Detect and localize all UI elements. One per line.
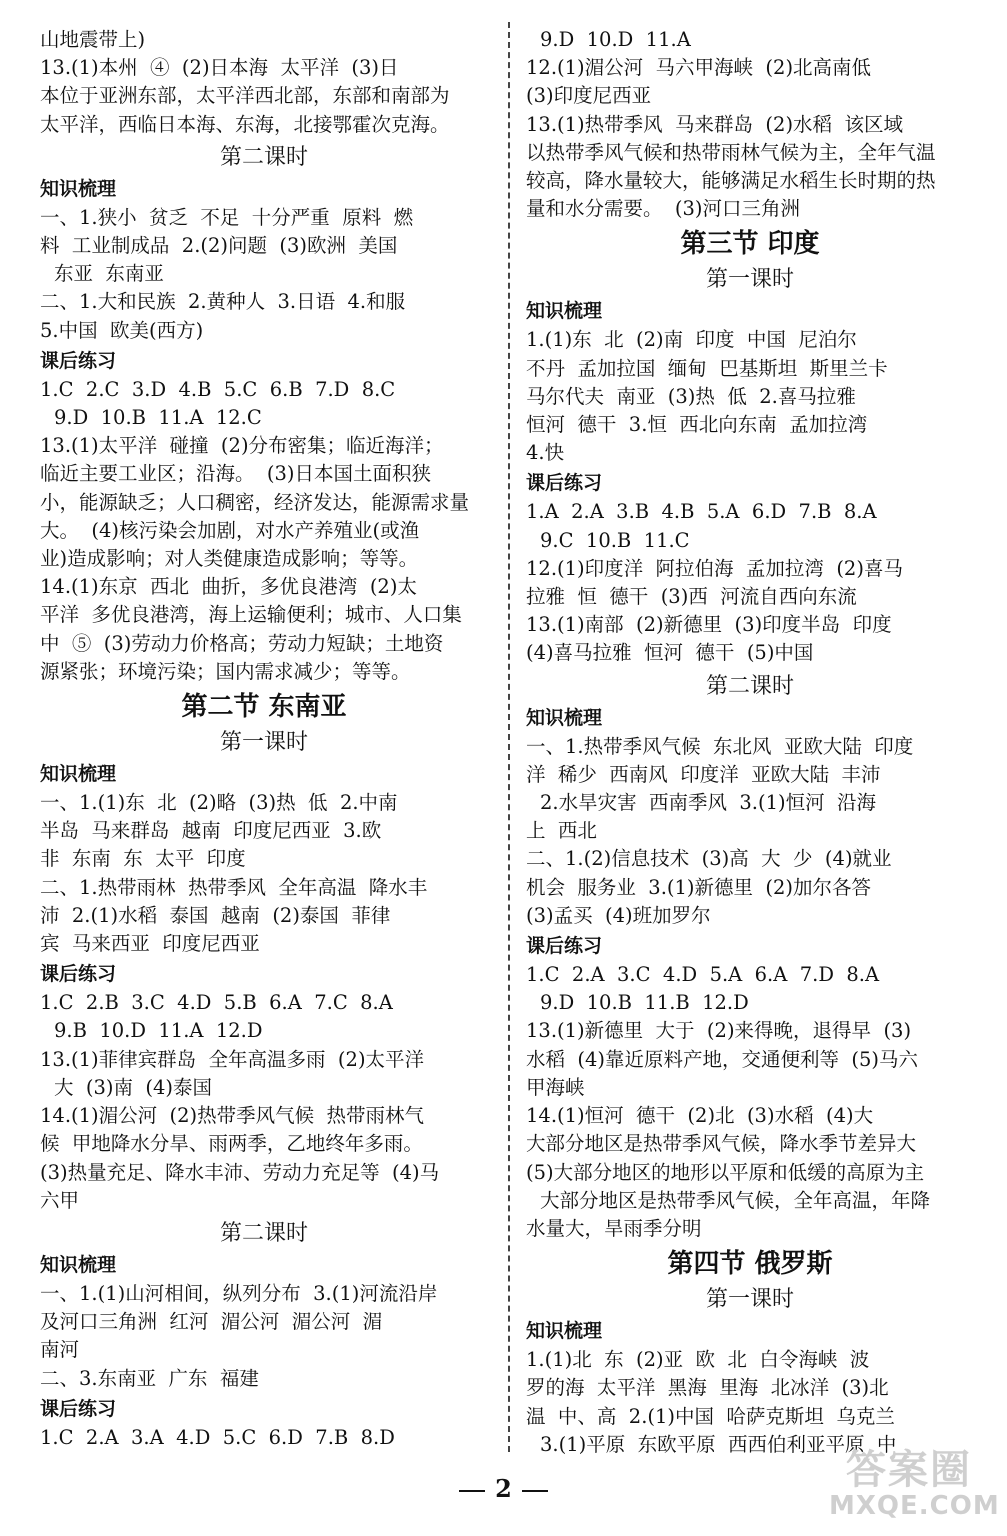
text-line: 1.A 2.A 3.B 4.B 5.A 6.D 7.B 8.A	[526, 500, 877, 524]
text-line: 机会 服务业 3.(1)新德里 (2)加尔各答	[526, 875, 872, 899]
footer-dash-left	[459, 1490, 485, 1492]
text-line: 大 (3)南 (4)泰国	[54, 1075, 213, 1099]
subsection-heading: 知识梳理	[40, 1253, 117, 1276]
text-line: 二、1.热带雨林 热带季风 全年高温 降水丰	[40, 875, 428, 899]
text-line: 9.D 10.B 11.B 12.D	[540, 991, 749, 1015]
text-line: (4)喜马拉雅 恒河 德干 (5)中国	[526, 641, 814, 665]
text-line: 12.(1)湄公河 马六甲海峡 (2)北高南低	[526, 56, 872, 80]
watermark-logo	[829, 1447, 1000, 1528]
text-line: 太平洋，西临日本海、东海，北接鄂霍次克海。	[40, 112, 450, 136]
text-line: 12.(1)印度洋 阿拉伯海 孟加拉湾 (2)喜马	[526, 556, 903, 580]
text-line: 13.(1)太平洋 碰撞 (2)分布密集；临近海洋；	[40, 434, 444, 458]
text-line: 大部分地区是热带季风气候，全年高温，年降	[540, 1188, 931, 1212]
text-line: 南河	[40, 1338, 80, 1362]
text-line: 甲海峡	[526, 1075, 585, 1099]
text-line: 14.(1)恒河 德干 (2)北 (3)水稻 (4)大	[526, 1104, 874, 1128]
text-line: 13.(1)菲律宾群岛 全年高温多雨 (2)太平洋	[40, 1047, 425, 1071]
lesson-title: 第二课时	[705, 673, 794, 699]
subsection-heading: 知识梳理	[526, 706, 603, 729]
text-line: 中 ⑤ (3)劳动力价格高；劳动力短缺；土地资	[40, 631, 444, 655]
text-line: 大部分地区是热带季风气候，降水季节差异大	[526, 1132, 917, 1156]
text-line: 二、1.(2)信息技术 (3)高 大 少 (4)就业	[526, 847, 892, 871]
text-line: 及河口三角洲 红河 湄公河 湄公河 湄	[40, 1310, 383, 1334]
text-line: 1.(1)北 东 (2)亚 欧 北 白令海峡 波	[526, 1348, 870, 1372]
section-title: 第三节 印度	[680, 229, 820, 260]
text-line: 上 西北	[526, 819, 597, 843]
section-title: 第二节 东南亚	[181, 692, 347, 723]
text-line: 一、1.(1)东 北 (2)略 (3)热 低 2.中南	[40, 791, 398, 815]
subsection-heading: 课后练习	[40, 1397, 117, 1420]
text-line: 9.D 10.B 11.A 12.C	[54, 406, 262, 430]
subsection-heading: 课后练习	[40, 963, 117, 986]
text-line: 马尔代夫 南亚 (3)热 低 2.喜马拉雅	[526, 384, 856, 408]
text-line: 9.C 10.B 11.C	[540, 528, 690, 552]
text-line: 14.(1)湄公河 (2)热带季风气候 热带雨林气	[40, 1104, 425, 1128]
subsection-heading: 知识梳理	[526, 300, 603, 323]
text-line: 1.C 2.A 3.C 4.D 5.A 6.A 7.D 8.A	[526, 963, 880, 987]
text-line: 5.中国 欧美(西方)	[40, 318, 204, 342]
text-line: 候 甲地降水分旱、雨两季，乙地终年多雨。	[40, 1132, 423, 1156]
text-line: 业)造成影响；对人类健康造成影响；等等。	[40, 547, 419, 571]
text-line: 1.C 2.A 3.A 4.D 5.C 6.D 7.B 8.D	[40, 1425, 395, 1449]
text-line: 1.C 2.B 3.C 4.D 5.B 6.A 7.C 8.A	[40, 991, 393, 1015]
footer-dash-right	[522, 1490, 548, 1492]
subsection-heading: 知识梳理	[40, 177, 117, 200]
text-line: 2.水旱灾害 西南季风 3.(1)恒河 沿海	[540, 791, 877, 815]
text-line: 二、3.东南亚 广东 福建	[40, 1366, 259, 1390]
subsection-heading: 课后练习	[526, 935, 603, 958]
text-line: 以热带季风气候和热带雨林气候为主，全年气温	[526, 140, 936, 164]
subsection-heading: 课后练习	[40, 349, 117, 372]
subsection-heading: 知识梳理	[526, 1320, 603, 1343]
text-line: 量和水分需要。 (3)河口三角洲	[526, 197, 801, 221]
lesson-title: 第一课时	[705, 267, 794, 293]
text-line: 东亚 东南亚	[54, 262, 164, 286]
text-line: 恒河 德干 3.恒 西北向东南 孟加拉湾	[526, 413, 868, 437]
text-line: 4.快	[526, 441, 565, 465]
text-line: 大。 (4)核污染会加剧，对水产养殖业(或渔	[40, 518, 420, 542]
text-line: 水稻 (4)靠近原料产地，交通便利等 (5)马六	[526, 1047, 919, 1071]
text-line: 拉雅 恒 德干 (3)西 河流自西向东流	[526, 585, 857, 609]
text-line: 宾 马来西亚 印度尼西亚	[40, 932, 260, 956]
text-line: 沛 2.(1)水稻 泰国 越南 (2)泰国 菲律	[40, 903, 391, 927]
text-line: 1.C 2.C 3.D 4.B 5.C 6.B 7.D 8.C	[40, 377, 396, 401]
text-line: (3)印度尼西亚	[526, 84, 652, 108]
text-line: 13.(1)新德里 大于 (2)来得晚，退得早 (3)	[526, 1019, 912, 1043]
text-line: 水量大，旱雨季分明	[526, 1216, 702, 1240]
text-line: 13.(1)热带季风 马来群岛 (2)水稻 该区域	[526, 112, 903, 136]
text-line: 13.(1)本州 ④ (2)日本海 太平洋 (3)日	[40, 56, 399, 80]
right-column	[526, 26, 974, 1459]
text-line: 源紧张；环境污染；国内需求减少；等等。	[40, 659, 411, 683]
subsection-heading: 课后练习	[526, 472, 603, 495]
text-line: (3)热量充足、降水丰沛、劳动力充足等 (4)马	[40, 1160, 440, 1184]
text-line: 温 中、高 2.(1)中国 哈萨克斯坦 乌克兰	[526, 1404, 895, 1428]
text-line: 不丹 孟加拉国 缅甸 巴基斯坦 斯里兰卡	[526, 356, 888, 380]
page-number: 2	[495, 1474, 512, 1503]
text-line: 本位于亚洲东部，太平洋西北部，东部和南部为	[40, 84, 450, 108]
text-line: 山地震带上)	[40, 28, 146, 51]
text-line: 9.B 10.D 11.A 12.D	[54, 1019, 263, 1043]
column-divider	[508, 22, 510, 1452]
text-line: (5)大部分地区的地形以平原和低缓的高原为主	[526, 1160, 925, 1184]
text-line: 小，能源缺乏；人口稠密，经济发达，能源需求量	[40, 490, 470, 514]
text-line: 洋 稀少 西南风 印度洋 亚欧大陆 丰沛	[526, 762, 881, 786]
text-line: 1.(1)东 北 (2)南 印度 中国 尼泊尔	[526, 328, 857, 352]
text-line: 临近主要工业区；沿海。 (3)日本国土面积狭	[40, 462, 432, 486]
text-line: 六甲	[40, 1188, 80, 1212]
text-line: 平洋 多优良港湾，海上运输便利；城市、人口集	[40, 603, 462, 627]
text-line: (3)孟买 (4)班加罗尔	[526, 903, 711, 927]
watermark-sub-text: MXQE.COM	[829, 1491, 1000, 1521]
subsection-heading: 知识梳理	[40, 763, 117, 786]
text-line: 较高，降水量较大，能够满足水稻生长时期的热	[526, 169, 936, 193]
text-line: 13.(1)南部 (2)新德里 (3)印度半岛 印度	[526, 613, 892, 637]
lesson-title: 第二课时	[219, 1220, 308, 1246]
text-line: 9.D 10.D 11.A	[540, 28, 691, 51]
lesson-title: 第二课时	[219, 144, 308, 170]
text-line: 二、1.大和民族 2.黄种人 3.日语 4.和服	[40, 290, 406, 314]
text-line: 一、1.狭小 贫乏 不足 十分严重 原料 燃	[40, 205, 414, 229]
text-line: 非 东南 东 太平 印度	[40, 847, 246, 871]
text-line: 一、1.热带季风气候 东北风 亚欧大陆 印度	[526, 734, 914, 758]
text-line: 14.(1)东京 西北 曲折，多优良港湾 (2)太	[40, 575, 417, 599]
text-line: 3.(1)平原 东欧平原 西西伯利亚平原 中	[540, 1432, 897, 1456]
lesson-title: 第一课时	[219, 730, 308, 756]
text-line: 半岛 马来群岛 越南 印度尼西亚 3.欧	[40, 819, 382, 843]
left-column	[40, 26, 488, 1452]
text-line: 一、1.(1)山河相间，纵列分布 3.(1)河流沿岸	[40, 1281, 438, 1305]
watermark-main-text: 答案圈	[846, 1447, 972, 1493]
lesson-title: 第一课时	[705, 1287, 794, 1313]
section-title: 第四节 俄罗斯	[667, 1249, 833, 1280]
text-line: 料 工业制成品 2.(2)问题 (3)欧洲 美国	[40, 234, 398, 258]
text-line: 罗的海 太平洋 黑海 里海 北冰洋 (3)北	[526, 1376, 889, 1400]
